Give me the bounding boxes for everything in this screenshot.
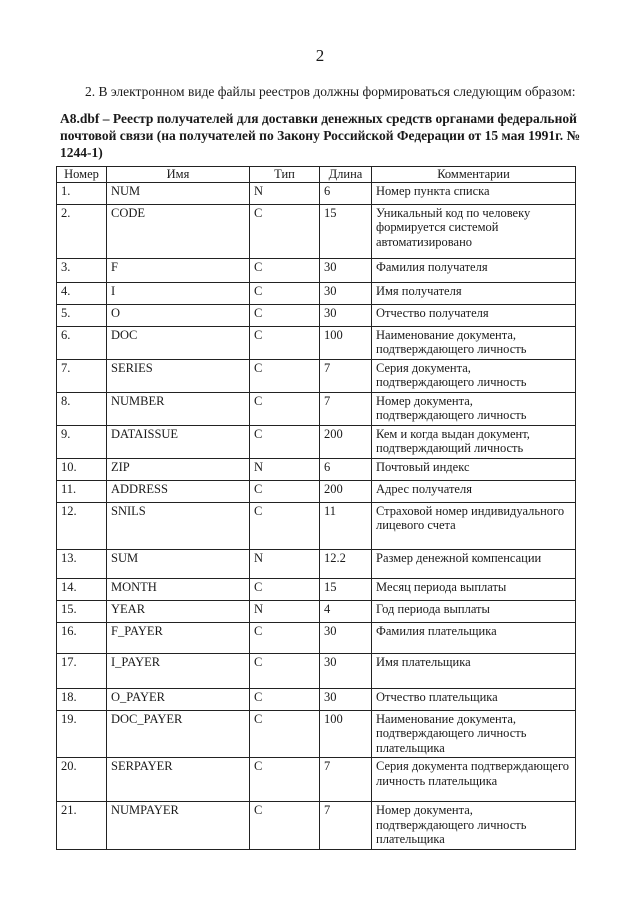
cell-number: 16.	[57, 622, 107, 653]
cell-length: 200	[320, 425, 372, 458]
table-row	[57, 392, 576, 425]
cell-length: 6	[320, 182, 372, 204]
cell-number: 15.	[57, 600, 107, 622]
table-row	[57, 600, 576, 622]
table-row	[57, 710, 576, 758]
cell-comment: Номер документа, подтверждающего личность	[372, 392, 576, 425]
cell-comment: Фамилия получателя	[372, 258, 576, 282]
cell-name: I_PAYER	[107, 653, 250, 688]
cell-type: N	[250, 182, 320, 204]
cell-type: C	[250, 304, 320, 326]
cell-comment: Серия документа, подтверждающего личность	[372, 359, 576, 392]
cell-type: C	[250, 204, 320, 258]
cell-comment: Фамилия плательщика	[372, 622, 576, 653]
cell-comment: Размер денежной компенсации	[372, 549, 576, 578]
cell-comment: Наименование документа, подтверждающего личность плательщика	[372, 710, 576, 758]
cell-name: DOC_PAYER	[107, 710, 250, 758]
cell-comment: Отчество получателя	[372, 304, 576, 326]
cell-name: SNILS	[107, 502, 250, 549]
cell-name: NUMBER	[107, 392, 250, 425]
cell-number: 20.	[57, 758, 107, 802]
cell-type: C	[250, 622, 320, 653]
cell-length: 7	[320, 802, 372, 850]
cell-type: C	[250, 425, 320, 458]
cell-name: ADDRESS	[107, 480, 250, 502]
cell-number: 6.	[57, 326, 107, 359]
cell-length: 30	[320, 258, 372, 282]
cell-number: 11.	[57, 480, 107, 502]
cell-length: 30	[320, 688, 372, 710]
table-header-row	[57, 167, 576, 183]
cell-type: C	[250, 653, 320, 688]
cell-number: 21.	[57, 802, 107, 850]
table-row	[57, 458, 576, 480]
cell-type: C	[250, 758, 320, 802]
cell-length: 30	[320, 282, 372, 304]
cell-type: C	[250, 480, 320, 502]
cell-name: DATAISSUE	[107, 425, 250, 458]
cell-comment: Имя плательщика	[372, 653, 576, 688]
cell-length: 7	[320, 758, 372, 802]
table-row	[57, 282, 576, 304]
table-row	[57, 425, 576, 458]
cell-name: O	[107, 304, 250, 326]
header-type: Тип	[250, 167, 320, 183]
table-row	[57, 758, 576, 802]
cell-comment: Страховой номер индивидуального лицевого счета	[372, 502, 576, 549]
cell-length: 15	[320, 578, 372, 600]
table-row	[57, 258, 576, 282]
cell-type: C	[250, 802, 320, 850]
cell-type: N	[250, 458, 320, 480]
cell-type: C	[250, 502, 320, 549]
cell-length: 30	[320, 304, 372, 326]
cell-name: SERIES	[107, 359, 250, 392]
table-row	[57, 304, 576, 326]
cell-number: 3.	[57, 258, 107, 282]
cell-name: NUMPAYER	[107, 802, 250, 850]
cell-type: C	[250, 282, 320, 304]
cell-type: C	[250, 710, 320, 758]
cell-type: C	[250, 258, 320, 282]
cell-type: C	[250, 578, 320, 600]
cell-type: N	[250, 549, 320, 578]
cell-name: SUM	[107, 549, 250, 578]
header-name: Имя	[107, 167, 250, 183]
cell-number: 1.	[57, 182, 107, 204]
table-row	[57, 688, 576, 710]
cell-number: 9.	[57, 425, 107, 458]
table-row	[57, 182, 576, 204]
cell-length: 100	[320, 326, 372, 359]
registry-fields-table	[56, 166, 576, 850]
cell-length: 6	[320, 458, 372, 480]
cell-number: 19.	[57, 710, 107, 758]
cell-name: I	[107, 282, 250, 304]
cell-length: 7	[320, 392, 372, 425]
cell-number: 13.	[57, 549, 107, 578]
cell-name: F_PAYER	[107, 622, 250, 653]
cell-comment: Адрес получателя	[372, 480, 576, 502]
cell-type: C	[250, 326, 320, 359]
cell-name: CODE	[107, 204, 250, 258]
cell-length: 7	[320, 359, 372, 392]
cell-length: 11	[320, 502, 372, 549]
cell-comment: Год периода выплаты	[372, 600, 576, 622]
header-number: Номер	[57, 167, 107, 183]
table-row	[57, 359, 576, 392]
section-heading: A8.dbf – Реестр получателей для доставки денежных средств органами федеральной почтовой связи (на получателей по Закону Российской Федерации от 15 мая 1991г. № 1244-1)	[60, 111, 581, 160]
table-row	[57, 549, 576, 578]
table-row	[57, 326, 576, 359]
cell-comment: Отчество плательщика	[372, 688, 576, 710]
intro-paragraph: 2. В электронном виде файлы реестров должны формироваться следующим образом:	[85, 84, 576, 99]
table-row	[57, 802, 576, 850]
header-comments: Комментарии	[372, 167, 576, 183]
table-row	[57, 653, 576, 688]
cell-number: 12.	[57, 502, 107, 549]
cell-name: YEAR	[107, 600, 250, 622]
cell-name: O_PAYER	[107, 688, 250, 710]
cell-type: C	[250, 359, 320, 392]
cell-length: 12.2	[320, 549, 372, 578]
cell-comment: Месяц периода выплаты	[372, 578, 576, 600]
cell-number: 18.	[57, 688, 107, 710]
cell-name: MONTH	[107, 578, 250, 600]
table-row	[57, 204, 576, 258]
table-row	[57, 578, 576, 600]
cell-comment: Наименование документа, подтверждающего личность	[372, 326, 576, 359]
cell-number: 10.	[57, 458, 107, 480]
cell-comment: Серия документа подтверждающего личность плательщика	[372, 758, 576, 802]
table-row	[57, 622, 576, 653]
table-row	[57, 502, 576, 549]
cell-length: 100	[320, 710, 372, 758]
cell-comment: Номер документа, подтверждающего личность плательщика	[372, 802, 576, 850]
page-number: 2	[315, 46, 325, 65]
cell-length: 4	[320, 600, 372, 622]
cell-type: C	[250, 688, 320, 710]
header-length: Длина	[320, 167, 372, 183]
cell-comment: Уникальный код по человеку формируется системой автоматизировано	[372, 204, 576, 258]
table-row	[57, 480, 576, 502]
cell-number: 14.	[57, 578, 107, 600]
cell-comment: Почтовый индекс	[372, 458, 576, 480]
cell-number: 7.	[57, 359, 107, 392]
cell-comment: Кем и когда выдан документ, подтверждающий личность	[372, 425, 576, 458]
cell-comment: Номер пункта списка	[372, 182, 576, 204]
cell-number: 4.	[57, 282, 107, 304]
cell-name: SERPAYER	[107, 758, 250, 802]
cell-number: 17.	[57, 653, 107, 688]
cell-name: F	[107, 258, 250, 282]
cell-length: 30	[320, 653, 372, 688]
cell-number: 8.	[57, 392, 107, 425]
cell-length: 15	[320, 204, 372, 258]
cell-name: DOC	[107, 326, 250, 359]
cell-comment: Имя получателя	[372, 282, 576, 304]
cell-type: C	[250, 392, 320, 425]
cell-length: 30	[320, 622, 372, 653]
cell-name: ZIP	[107, 458, 250, 480]
cell-length: 200	[320, 480, 372, 502]
cell-number: 2.	[57, 204, 107, 258]
cell-number: 5.	[57, 304, 107, 326]
cell-name: NUM	[107, 182, 250, 204]
cell-type: N	[250, 600, 320, 622]
